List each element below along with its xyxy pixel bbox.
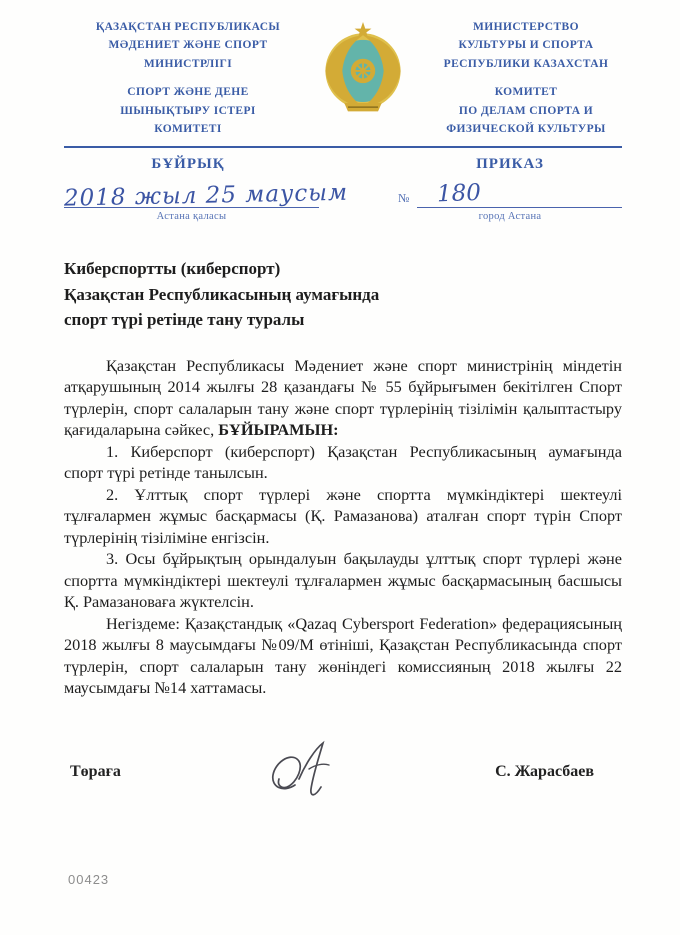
number-underline: [417, 181, 622, 208]
title-line: Киберспортты (киберспорт): [64, 259, 281, 279]
place-label-kk: Астана қаласы: [156, 211, 227, 223]
date-block: [63, 180, 349, 223]
emblem-container: [316, 18, 410, 125]
registration-code: 00423: [68, 872, 110, 887]
order-item-1: 1. Киберспорт (киберспорт) Қазақстан Республикасының аумағында спорт түрі ретінде танылсын.: [64, 441, 622, 483]
number-block: [398, 180, 622, 223]
order-labels-row: [64, 156, 622, 173]
kazakhstan-state-emblem-icon: [316, 20, 410, 125]
handwritten-date: 2018 жыл 25 маусым: [63, 180, 349, 213]
intro-text: Қазақстан Республикасы Мәдениет және спорт министрінің міндетін атқарушының 2014 жылғы 28 қазандағы № 55 бұйрығымен бекітілген Спорт түрлерін, спорт салаларын тану және спорт түрлерінің тізілімін қалыптастыру қағидаларына сәйкес,: [64, 355, 622, 440]
ministry-name-kk: ҚАЗАҚСТАН РЕСПУБЛИКАСЫ: [95, 21, 281, 33]
order-label-russian: ПРИКАЗ: [476, 156, 544, 173]
order-body: [64, 355, 622, 699]
order-label-kazakh: БҰЙРЫҚ: [151, 156, 225, 173]
date-number-row: [63, 180, 622, 223]
letterhead-right-russian: МИНИСТЕРСТВО КУЛЬТУРЫ И СПОРТА РЕСПУБЛИКИ КАЗАХСТАН КОМИТЕТ ПО ДЕЛАМ СПОРТА И ФИЗИЧЕСКОЙ КУЛЬТУРЫ: [414, 18, 638, 138]
title-line: спорт түрі ретінде тану туралы: [64, 310, 305, 330]
handwritten-number: 180: [437, 180, 482, 208]
signer-name: С. Жарасбаев: [495, 763, 594, 781]
intro-decree-word: БҰЙЫРАМЫН:: [218, 420, 339, 440]
intro-paragraph: [64, 355, 622, 441]
letterhead: [64, 18, 622, 138]
letterhead-left-kazakh: ҚАЗАҚСТАН РЕСПУБЛИКАСЫ МӘДЕНИЕТ ЖӘНЕ СПОРТ МИНИСТРЛІГІ СПОРТ ЖӘНЕ ДЕНЕ ШЫНЫҚТЫРУ ІСТЕРІ КОМИТЕТІ: [64, 18, 312, 138]
committee-name-kk: СПОРТ ЖӘНЕ ДЕНЕ: [127, 86, 249, 99]
title-line: Қазақстан Республикасының аумағында: [64, 284, 380, 304]
order-item-3: 3. Осы бұйрықтың орындалуын бақылауды ұлттық спорт түрлері және спортта мүмкіндіктері шектеулі тұлғалармен жұмыс басқармасының басшысы Қ. Рамазановаға жүктелсін.: [64, 549, 622, 612]
letterhead-divider: [64, 146, 622, 148]
document-title: [64, 256, 622, 333]
basis-paragraph: Негіздеме: Қазақстандық «Qazaq Cybersport Federation» федерациясының 2018 жылғы 8 маусымдағы №09/М өтініші, Қазақстан Республикасында спорт түрлерін, спорт салаларын тану жөніндегі комиссияның 2018 жылғы 22 маусымдағы №14 хаттамасы.: [64, 613, 622, 698]
handwritten-signature: [265, 739, 351, 806]
place-label-ru: город Астана: [478, 211, 542, 223]
order-item-2: 2. Ұлттық спорт түрлері және спортта мүмкіндіктері шектеулі тұлғалармен жұмыс басқармасы (Қ. Рамазанова) аталған спорт түрін Спорт түрлерінің тізіліміне енгізсін.: [64, 484, 622, 547]
signature-row: [64, 739, 622, 806]
number-sign: №: [398, 191, 410, 206]
committee-name-ru: КОМИТЕТ: [494, 86, 558, 99]
signer-position: Төраға: [70, 763, 121, 781]
ministry-name-ru: МИНИСТЕРСТВО: [473, 21, 579, 33]
